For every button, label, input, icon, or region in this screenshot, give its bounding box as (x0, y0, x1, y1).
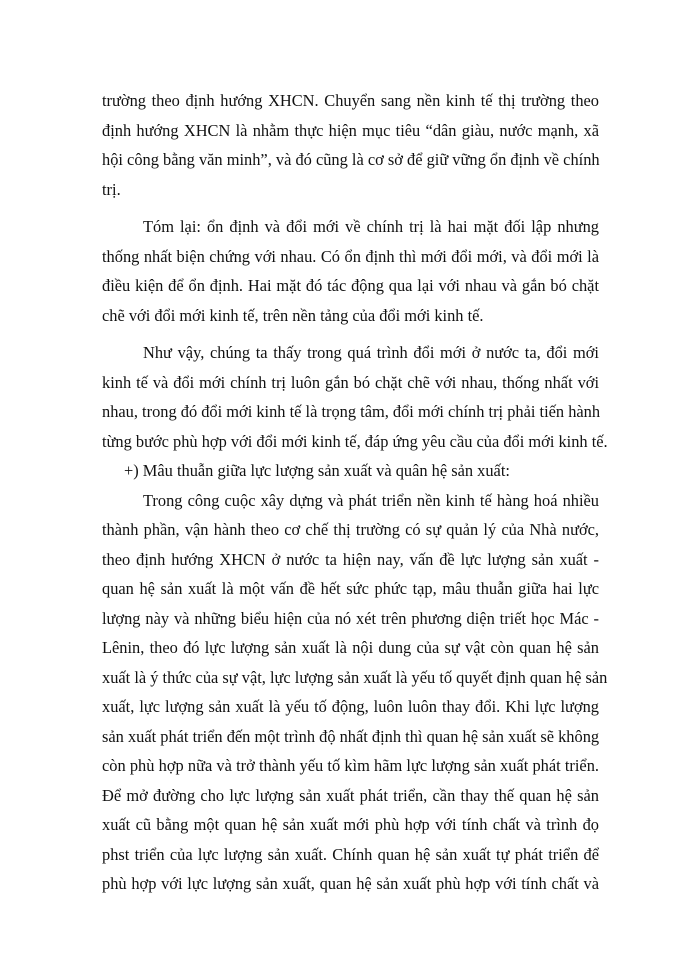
text-line: hội công bằng văn minh”, và đó cũng là cơ sở để giữ vững ổn định về chính (102, 150, 600, 169)
text-line: lượng này và những biểu hiện của nó xét trên phương diện triết học Mác - (102, 608, 599, 628)
text-line: +) Mâu thuẫn giữa lực lượng sản xuất và quân hệ sản xuất: (124, 461, 510, 480)
text-line: chẽ với đổi mới kinh tế, trên nền tảng của đổi mới kinh tế. (102, 305, 484, 325)
text-line: theo định hướng XHCN ở nước ta hiện nay, vấn đề lực lượng sản xuất - (102, 549, 599, 569)
text-line: Lênin, theo đó lực lượng sản xuất là nội dung của sự vật còn quan hệ sản (102, 638, 599, 657)
paragraph-conclusion (102, 338, 608, 456)
text-line: trị. (102, 179, 121, 199)
paragraph-continuation (102, 86, 599, 204)
text-line: Để mở đường cho lực lượng sản xuất phát triển, cần thay thế quan hệ sản (102, 785, 599, 805)
document-body (102, 86, 608, 899)
text-line: định hướng XHCN là nhằm thực hiện mục tiêu “dân giàu, nước mạnh, xã (102, 120, 599, 140)
text-line: phst triển của lực lượng sản xuất. Chính quan hệ sản xuất tự phát triển để (102, 844, 599, 864)
text-line: trường theo định hướng XHCN. Chuyển sang nền kinh tế thị trường theo (102, 91, 599, 110)
paragraph-summary (102, 212, 599, 330)
text-line: còn phù hợp nữa và trở thành yếu tố kìm hãm lực lượng sản xuất phát triển. (102, 756, 599, 775)
text-line: thành phần, vận hành theo cơ chế thị trường có sự quản lý của Nhà nước, (102, 520, 599, 539)
text-line: kinh tế và đổi mới chính trị luôn gắn bó chặt chẽ với nhau, thống nhất với (102, 372, 599, 392)
text-line: nhau, trong đó đổi mới kinh tế là trọng tâm, đổi mới chính trị phải tiến hành (102, 402, 601, 421)
text-line: Tóm lại: ổn định và đổi mới về chính trị là hai mặt đối lập nhưng (143, 217, 599, 236)
text-line: Trong công cuộc xây dựng và phát triển nền kinh tế hàng hoá nhiều (143, 490, 599, 510)
text-line: xuất cũ bằng một quan hệ sản xuất mới phù hợp với tính chất và trình đọ (102, 815, 599, 834)
text-line: phù hợp với lực lượng sản xuất, quan hệ sản xuất phù hợp với tính chất và (102, 874, 599, 893)
text-line: từng bước phù hợp với đổi mới kinh tế, đáp ứng yêu cầu của đổi mới kinh tế. (102, 431, 608, 451)
text-line: thống nhất biện chứng với nhau. Có ổn định thì mới đổi mới, và đổi mới là (102, 246, 599, 266)
text-line: quan hệ sản xuất là một vấn đề hết sức phức tạp, mâu thuẫn giữa hai lực (102, 579, 599, 598)
text-line: xuất là ý thức của sự vật, lực lượng sản xuất là yếu tố quyết định quan hệ sản (102, 667, 608, 687)
text-line: Như vậy, chúng ta thấy trong quá trình đổi mới ở nước ta, đổi mới (143, 343, 599, 362)
text-line: điều kiện để ổn định. Hai mặt đó tác động qua lại với nhau và gắn bó chặt (102, 276, 599, 295)
paragraph-bullet-heading (102, 456, 599, 486)
text-line: xuất, lực lượng sản xuất là yếu tố động, luôn luôn thay đổi. Khi lực lượng (102, 697, 599, 716)
text-line: sản xuất phát triển đến một trình độ nhất định thì quan hệ sản xuất sẽ không (102, 726, 600, 746)
paragraph-main (102, 486, 608, 899)
